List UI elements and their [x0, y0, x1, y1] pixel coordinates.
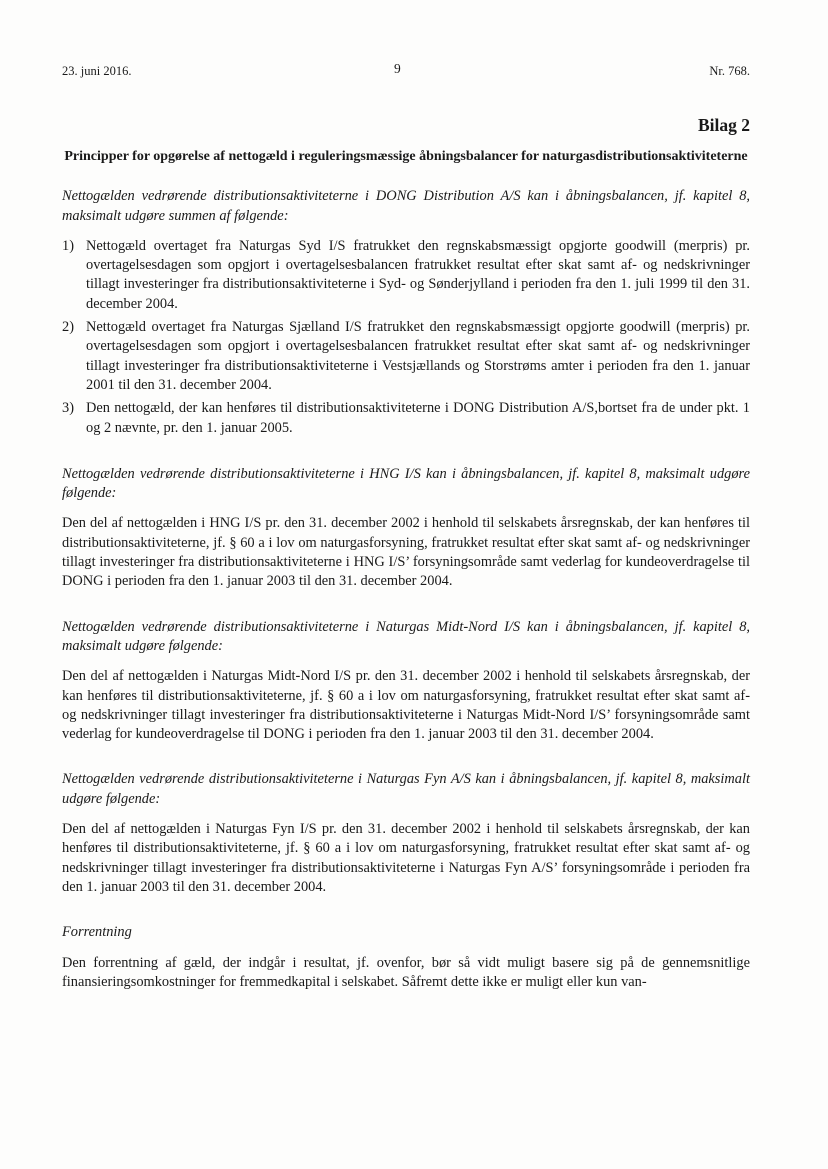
section-body-midt-nord: Den del af nettogælden i Naturgas Midt-Nord I/S pr. den 31. december 2002 i henhold til selskabets årsregnskab, der kan henføres til distributionsaktiviteterne, jf. § 60 a i lov om naturgasforsyning, fratrukket resultat efter skat samt af- og nedskrivninger tillagt investeringer fra distributionsaktiviteterne i Naturgas Midt-Nord I/S’ forsyningsområde samt vederlag for kundeoverdragelse til DONG i perioden fra den 1. januar 2003 til den 31. december 2004. — [62, 668, 750, 743]
section-heading-forrentning: Forrentning — [62, 924, 132, 941]
header-date: 23. juni 2016. — [62, 64, 132, 78]
list-item-number: 3) — [62, 400, 74, 417]
list-item — [62, 399, 750, 438]
section-intro-fyn: Nettogælden vedrørende distributionsaktiviteterne i Naturgas Fyn A/S kan i åbningsbalancen, jf. kapitel 8, maksimalt udgøre følgende: — [62, 771, 750, 807]
appendix-label: Bilag 2 — [697, 115, 750, 135]
section-body-fyn: Den del af nettogælden i Naturgas Fyn I/S pr. den 31. december 2002 i henhold til selskabets årsregnskab, der kan henføres til distributionsaktiviteterne, jf. § 60 a i lov om naturgasforsyning, fratrukket resultat efter skat samt af- og nedskrivninger tillagt investeringer fra distributionsaktiviteterne i Naturgas Fyn A/S’ forsyningsområde i perioden fra den 1. januar 2003 til den 31. december 2004. — [62, 821, 750, 895]
page-header — [62, 62, 750, 82]
section-body-hng: Den del af nettogælden i HNG I/S pr. den 31. december 2002 i henhold til selskabets årsregnskab, der kan henføres til distributionsaktiviteterne, jf. § 60 a i lov om naturgasforsyning, fratrukket resultat efter skat samt af- og nedskrivninger tillagt investeringer fra distributionsaktiviteterne i HNG I/S’ forsyningsområde samt vederlag for kundeoverdragelse til DONG i perioden fra den 1. januar 2003 til den 31. december 2004. — [62, 515, 750, 590]
section-intro-midt-nord: Nettogælden vedrørende distributionsaktiviteterne i Naturgas Midt-Nord I/S kan i åbningsbalancen, jf. kapitel 8, maksimalt udgøre følgende: — [62, 618, 750, 654]
list-item-number: 2) — [62, 319, 74, 336]
list-item-text: Den nettogæld, der kan henføres til distributionsaktiviteterne i DONG Distribution A/S,bortset fra de under pkt. 1 og 2 nævnte, pr. den 1. januar 2005. — [86, 400, 750, 436]
page-number: 9 — [394, 61, 401, 76]
section-body-forrentning: Den forrentning af gæld, der indgår i resultat, jf. ovenfor, bør så vidt muligt basere sig på de gennemsnitlige finansieringsomkostninger for fremmedkapital i selskabet. Såfremt dette ikke er muligt eller kun van- — [62, 954, 750, 990]
list-item — [62, 318, 750, 395]
document-body — [62, 116, 750, 1001]
section-intro-dong: Nettogælden vedrørende distributionsaktiviteterne i DONG Distribution A/S kan i åbningsbalancen, jf. kapitel 8, maksimalt udgøre summen af følgende: — [62, 188, 750, 224]
section-intro-hng: Nettogælden vedrørende distributionsaktiviteterne i HNG I/S kan i åbningsbalancen, jf. kapitel 8, maksimalt udgøre følgende: — [62, 465, 750, 502]
issue-number: Nr. 768. — [709, 64, 750, 78]
document-title: Principper for opgørelse af nettogæld i reguleringsmæssige åbningsbalancer for naturgasdistributionsaktiviteterne — [64, 149, 748, 165]
list-item-text: Nettogæld overtaget fra Naturgas Syd I/S fratrukket den regnskabsmæssigt opgjorte goodwill (merpris) pr. overtagelsesdagen som opgjort i overtagelsesbalancen fratrukket resultat efter skat samt af- og nedskrivninger tillagt investeringer fra distributionsaktiviteterne i Syd- og Sønderjylland i perioden fra den 1. juli 1999 til den 31. december 2004. — [86, 237, 750, 312]
list-item-number: 1) — [62, 237, 74, 254]
list-item-text: Nettogæld overtaget fra Naturgas Sjælland I/S fratrukket den regnskabsmæssigt opgjorte goodwill (merpris) pr. overtagelsesdagen som opgjort i overtagelsesbalancen fratrukket resultat efter skat samt af- og nedskrivninger tillagt investeringer fra distributionsaktiviteterne i Vestsjællands og Storstrøms amter i perioden fra den 1. januar 2001 til den 31. december 2004. — [86, 319, 750, 393]
list-item — [62, 237, 750, 314]
numbered-list — [62, 237, 750, 438]
